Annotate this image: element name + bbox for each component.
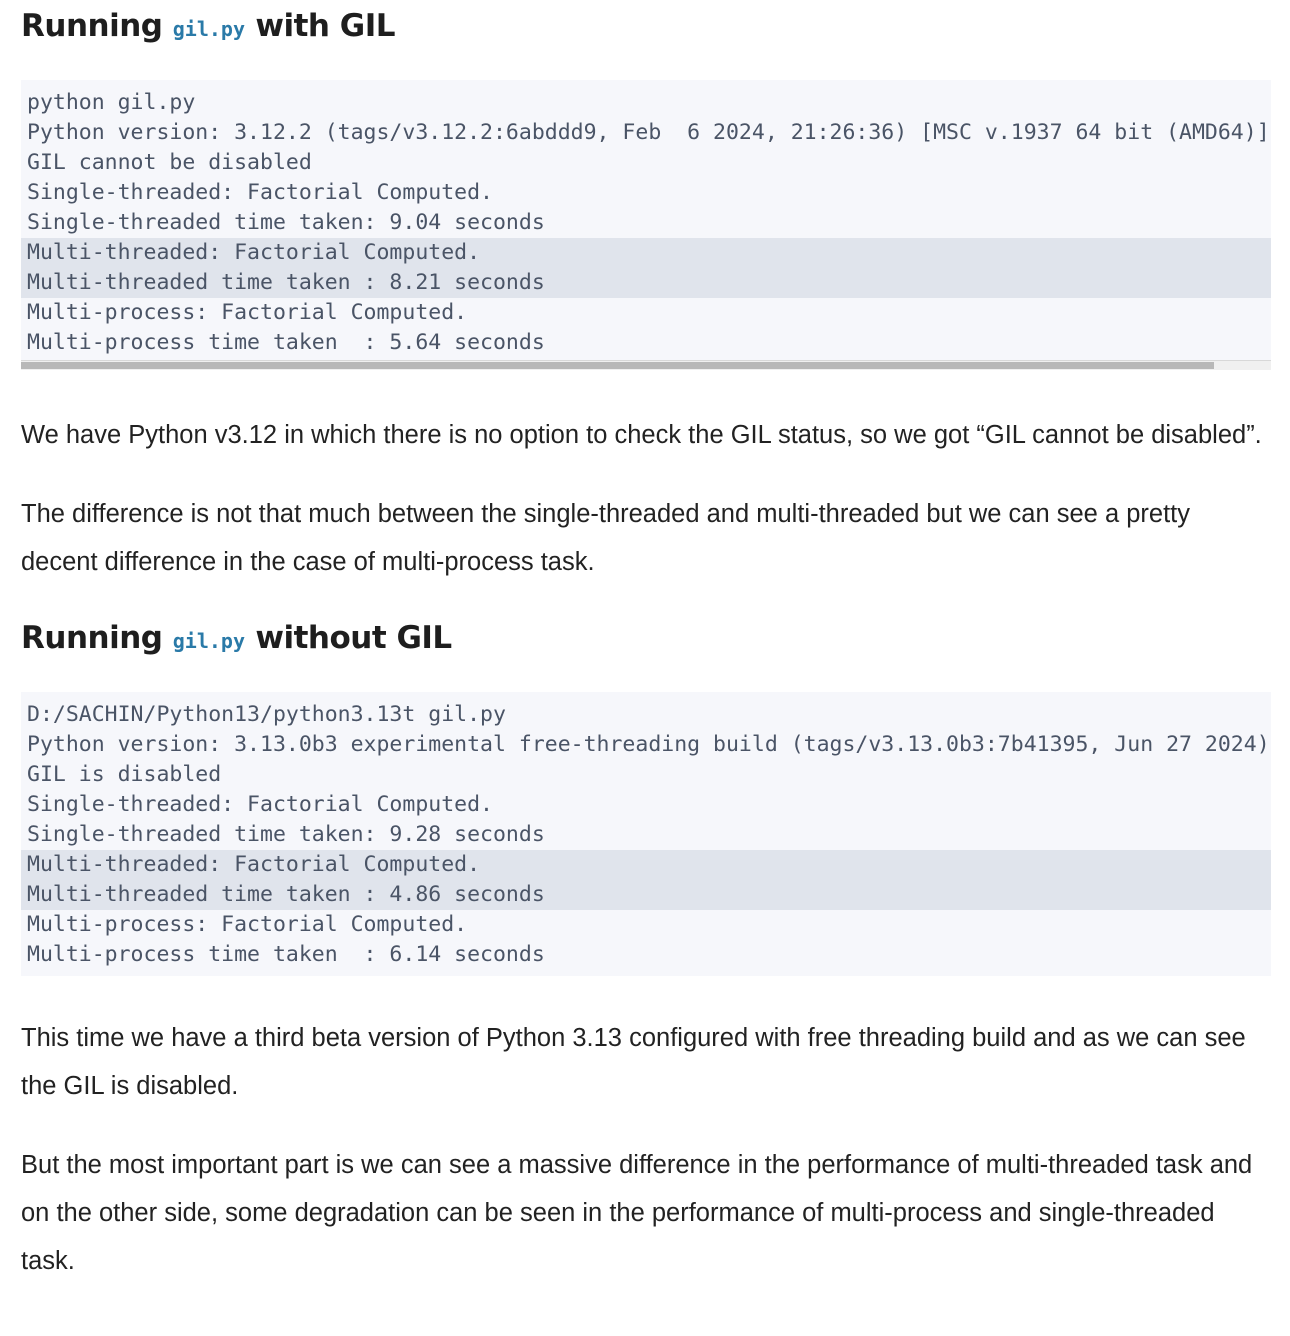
code-line: GIL is disabled — [27, 762, 222, 787]
code-line-highlighted: Multi-threaded time taken : 8.21 seconds — [21, 268, 1271, 298]
code-line: Single-threaded: Factorial Computed. — [27, 792, 493, 817]
heading-code: gil.py — [172, 629, 246, 653]
paragraph: The difference is not that much between the single-threaded and multi-threaded but we can see a pretty decent difference in the case of multi-process task. — [21, 500, 1190, 576]
code-line: D:/SACHIN/Python13/python3.13t gil.py — [27, 702, 506, 727]
horizontal-scrollbar[interactable] — [21, 360, 1271, 370]
heading-code: gil.py — [172, 17, 246, 41]
heading-text: without GIL — [255, 620, 452, 656]
code-block-with-gil[interactable] — [21, 80, 1271, 360]
scrollbar-thumb[interactable] — [21, 362, 1214, 369]
code-line: Single-threaded time taken: 9.28 seconds — [27, 822, 545, 847]
heading-text: with GIL — [255, 8, 395, 44]
paragraph: This time we have a third beta version of Python 3.13 configured with free threading build and as we can see the GIL is disabled. — [21, 1024, 1246, 1100]
code-line-highlighted: Multi-threaded: Factorial Computed. — [21, 238, 1271, 268]
code-line: Multi-process: Factorial Computed. — [27, 300, 468, 325]
article-content — [21, 0, 1271, 1285]
code-line: Python version: 3.12.2 (tags/v3.12.2:6abddd9, Feb 6 2024, 21:26:36) [MSC v.1937 64 bit (AMD64)] — [27, 120, 1270, 145]
code-line: python gil.py — [27, 90, 196, 115]
section-heading-with-gil — [21, 0, 1271, 52]
heading-text: Running — [21, 8, 163, 44]
code-line-highlighted: Multi-threaded: Factorial Computed. — [21, 850, 1271, 880]
section-heading-without-gil — [21, 612, 1271, 664]
code-line-highlighted: Multi-threaded time taken : 4.86 seconds — [21, 880, 1271, 910]
code-line: Multi-process time taken : 5.64 seconds — [27, 330, 545, 355]
code-line: Single-threaded time taken: 9.04 seconds — [27, 210, 545, 235]
heading-text: Running — [21, 620, 163, 656]
code-line: GIL cannot be disabled — [27, 150, 312, 175]
paragraph: But the most important part is we can see a massive difference in the performance of multi-threaded task and on the other side, some degradation can be seen in the performance of multi-process and single-threaded task. — [21, 1151, 1253, 1275]
code-line: Multi-process time taken : 6.14 seconds — [27, 942, 545, 967]
code-line: Single-threaded: Factorial Computed. — [27, 180, 493, 205]
code-block-without-gil[interactable] — [21, 692, 1271, 976]
paragraph: We have Python v3.12 in which there is no option to check the GIL status, so we got “GIL cannot be disabled”. — [21, 421, 1262, 449]
code-line: Multi-process: Factorial Computed. — [27, 912, 468, 937]
code-line: Python version: 3.13.0b3 experimental free-threading build (tags/v3.13.0b3:7b41395, Jun 27 2024) — [27, 732, 1270, 757]
